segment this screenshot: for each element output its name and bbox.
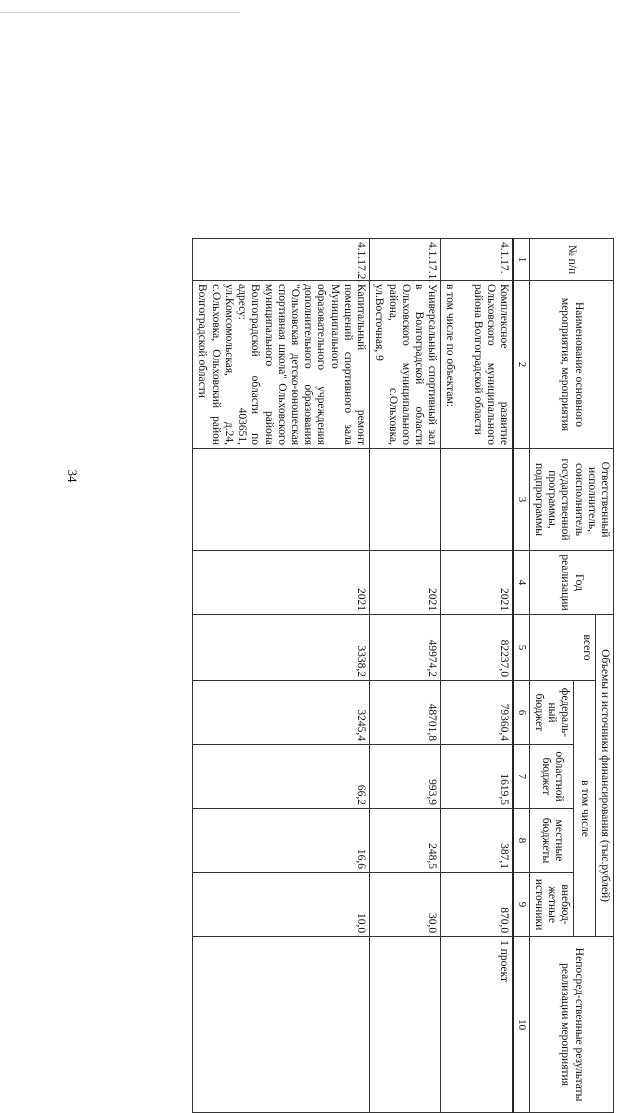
row-name bbox=[441, 281, 513, 449]
row-num: 4.1.17.2. bbox=[193, 239, 370, 281]
row-regional: 66,2 bbox=[193, 745, 370, 809]
row-total: 82237,0 bbox=[441, 615, 513, 681]
row-result bbox=[193, 937, 370, 1113]
header-total: всего bbox=[529, 615, 595, 681]
row-name-text: Комплексное развитие Ольховского муниципального района Волгоградской области bbox=[471, 284, 511, 445]
header-executor: Ответственный исполнитель, соисполнитель государственной программы, подпрограммы bbox=[529, 449, 613, 551]
row-result: 1 проект bbox=[441, 937, 513, 1113]
row-total: 3338,2 bbox=[193, 615, 370, 681]
row-extra: 870,0 bbox=[441, 873, 513, 937]
table-row bbox=[193, 239, 370, 1113]
col-number: 9 bbox=[513, 873, 529, 937]
row-name: Универсальный спортивный зал в Волгоградской области Ольховского муниципального района, с.Ольховка, ул.Восточная, 9 bbox=[370, 281, 441, 449]
header-name: Наименование основного мероприятия, мероприятия bbox=[529, 281, 613, 449]
table-row bbox=[370, 239, 441, 1113]
row-executor bbox=[370, 449, 441, 551]
header-num: № п/п bbox=[529, 239, 613, 281]
row-num: 4.1.17.1. bbox=[370, 239, 441, 281]
header-incl: в том числе bbox=[574, 681, 595, 937]
top-edge-line bbox=[0, 12, 240, 13]
row-year: 2021 bbox=[193, 551, 370, 615]
col-number: 8 bbox=[513, 809, 529, 873]
col-number: 3 bbox=[513, 449, 529, 551]
header-result: Непосред-ственные результаты реализации мероприятия bbox=[529, 937, 613, 1113]
row-total: 49974,2 bbox=[370, 615, 441, 681]
row-federal: 3245,4 bbox=[193, 681, 370, 745]
row-num: 4.1.17. bbox=[441, 239, 513, 281]
col-number: 4 bbox=[513, 551, 529, 615]
row-extra: 10,0 bbox=[193, 873, 370, 937]
row-local: 387,1 bbox=[441, 809, 513, 873]
page-number: 34 bbox=[65, 469, 80, 483]
col-number: 10 bbox=[513, 937, 529, 1113]
row-executor bbox=[193, 449, 370, 551]
header-funding: Объемы и источники финансирования (тыс.рублей) bbox=[595, 615, 613, 937]
table-row bbox=[441, 239, 513, 1113]
col-number: 6 bbox=[513, 681, 529, 745]
header-regional: областной бюджет bbox=[529, 745, 574, 809]
row-federal: 79360,4 bbox=[441, 681, 513, 745]
row-regional: 1619,5 bbox=[441, 745, 513, 809]
header-local: местные бюджеты bbox=[529, 809, 574, 873]
row-regional: 993,9 bbox=[370, 745, 441, 809]
row-executor bbox=[441, 449, 513, 551]
header-federal: федераль-ный бюджет bbox=[529, 681, 574, 745]
row-year: 2021 bbox=[441, 551, 513, 615]
row-local: 248,5 bbox=[370, 809, 441, 873]
row-result bbox=[370, 937, 441, 1113]
col-number: 2 bbox=[513, 281, 529, 449]
row-name: Капитальный ремонт помещений спортивного зала Муниципального образовательного учреждения дополнительного образования "Ольховская детско-юношеская спортивная школа" Ольховского муниципального района Волгоградской области по адресу: 403651, ул.Комсомольская, д.24, с.Ольховка, Ольховский район Волгоградской области bbox=[193, 281, 370, 449]
col-number: 5 bbox=[513, 615, 529, 681]
col-number: 1 bbox=[513, 239, 529, 281]
col-number: 7 bbox=[513, 745, 529, 809]
row-sub-label: в том числе по объектам: bbox=[444, 284, 457, 407]
row-year: 2021 bbox=[370, 551, 441, 615]
row-local: 16,6 bbox=[193, 809, 370, 873]
header-extra: внебюд-жетные источники bbox=[529, 873, 574, 937]
funding-table bbox=[192, 238, 614, 1113]
row-federal: 48701,8 bbox=[370, 681, 441, 745]
header-year: Год реализации bbox=[529, 551, 613, 615]
rotated-table-sheet bbox=[134, 238, 614, 1112]
row-extra: 30,0 bbox=[370, 873, 441, 937]
